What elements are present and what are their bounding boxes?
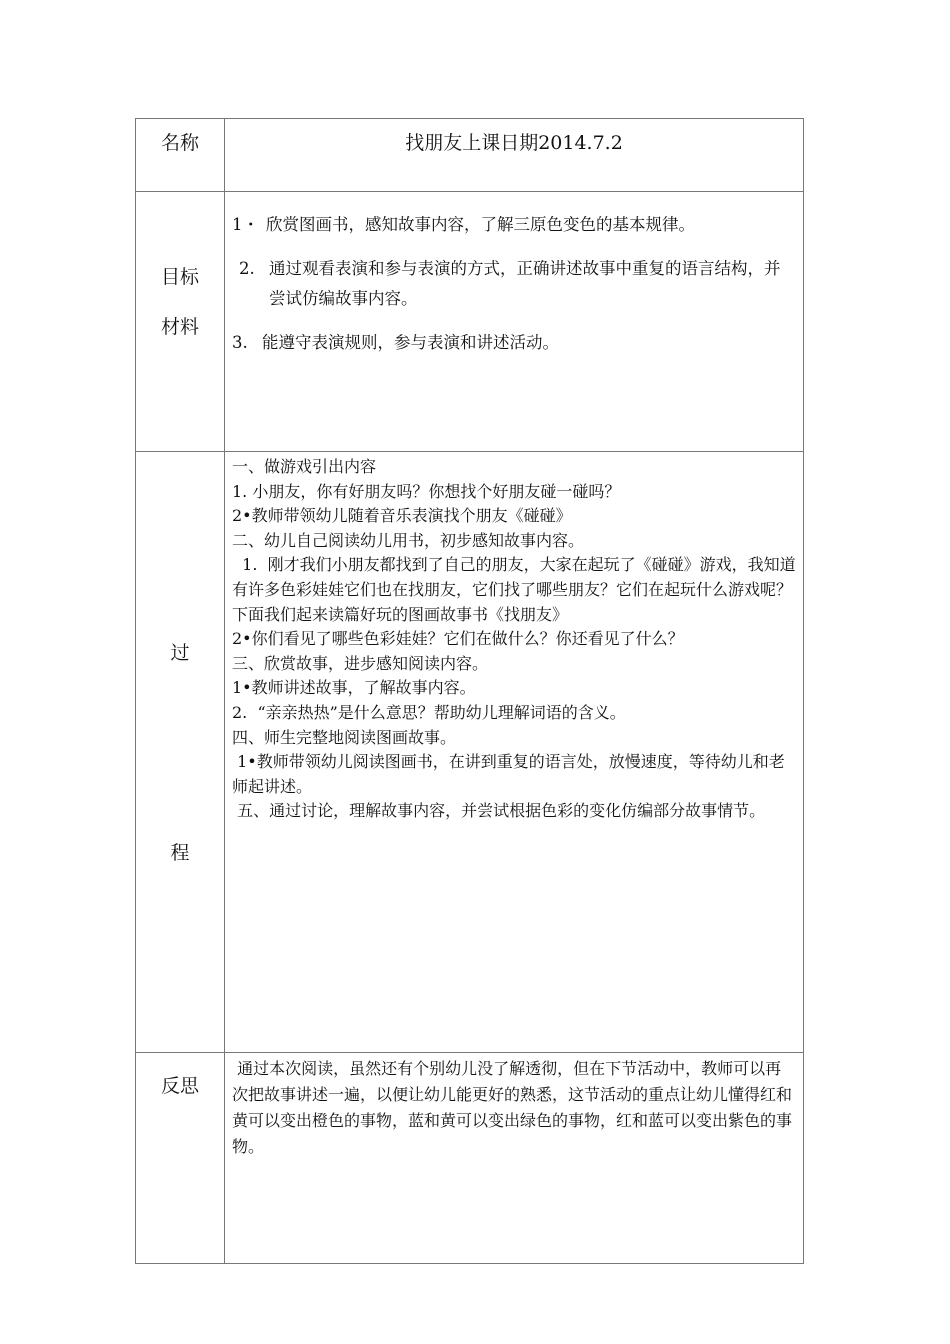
process-line: 2. “亲亲热热”是什么意思？帮助幼儿理解词语的含义。	[232, 702, 626, 722]
material-label: 材料	[160, 316, 199, 338]
process-line: 四、师生完整地阅读图画故事。	[232, 727, 457, 747]
process-label-cell	[136, 452, 225, 1053]
process-line: 二、幼儿自己阅读幼儿用书，初步感知故事内容。	[232, 530, 585, 550]
reflection-label: 反思	[136, 1053, 225, 1264]
process-label-2: 程	[170, 842, 190, 864]
goal-item	[232, 328, 793, 358]
process-label-1: 过	[170, 642, 190, 664]
process-line: 1. 刚才我们小朋友都找到了自己的朋友，大家在起玩了《碰碰》游戏，我知道有许多色彩娃娃它们也在找朋友，它们找了哪些朋友？它们在起玩什么游戏呢？下面我们起来读篇好玩的图画故事书《找朋友》	[232, 555, 796, 624]
process-line: 1•教师讲述故事，了解故事内容。	[232, 678, 476, 698]
goal-text: 欣赏图画书，感知故事内容，了解三原色变色的基本规律。	[266, 215, 695, 234]
lesson-title: 找朋友上课日期2014.7.2	[225, 119, 804, 192]
lesson-plan-table	[135, 118, 804, 1264]
goal-text: 通过观看表演和参与表演的方式，正确讲述故事中重复的语言结构，并尝试仿编故事内容。	[269, 259, 781, 308]
process-line: 2•你们看见了哪些色彩娃娃？它们在做什么？你还看见了什么？	[232, 629, 684, 649]
goal-item	[232, 254, 793, 314]
goal-number: 3.	[232, 333, 248, 352]
row-name	[136, 119, 804, 192]
reflection-text: 通过本次阅读，虽然还有个别幼儿没了解透彻，但在下节活动中，教师可以再次把故事讲述一遍，以便让幼儿能更好的熟悉，这节活动的重点让幼儿懂得红和黄可以变出橙色的事物，蓝和黄可以变出绿色的事物，红和蓝可以变出紫色的事物。	[225, 1053, 804, 1264]
process-content	[225, 452, 804, 1053]
row-reflection	[136, 1053, 804, 1264]
process-line: 1. 小朋友，你有好朋友吗？你想找个好朋友碰一碰吗？	[232, 481, 621, 501]
goal-label-cell	[136, 192, 225, 452]
goal-list	[225, 192, 804, 452]
goal-number: 1・	[232, 215, 259, 234]
name-label: 名称	[136, 119, 225, 192]
row-goals	[136, 192, 804, 452]
process-line: 一、做游戏引出内容	[232, 457, 377, 476]
process-line: 五、通过讨论，理解故事内容，并尝试根据色彩的变化仿编部分故事情节。	[232, 801, 766, 821]
row-process	[136, 452, 804, 1053]
process-line: 2•教师带领幼儿随着音乐表演找个朋友《碰碰》	[232, 506, 572, 526]
goal-item	[232, 210, 793, 240]
goal-number: 2.	[239, 259, 255, 278]
process-line: 1•教师带领幼儿阅读图画书，在讲到重复的语言处，放慢速度，等待幼儿和老师起讲述。	[232, 752, 785, 796]
goal-label: 目标	[160, 266, 199, 288]
goal-text: 能遵守表演规则，参与表演和讲述活动。	[262, 333, 559, 352]
process-line: 三、欣赏故事，进步感知阅读内容。	[232, 653, 489, 673]
